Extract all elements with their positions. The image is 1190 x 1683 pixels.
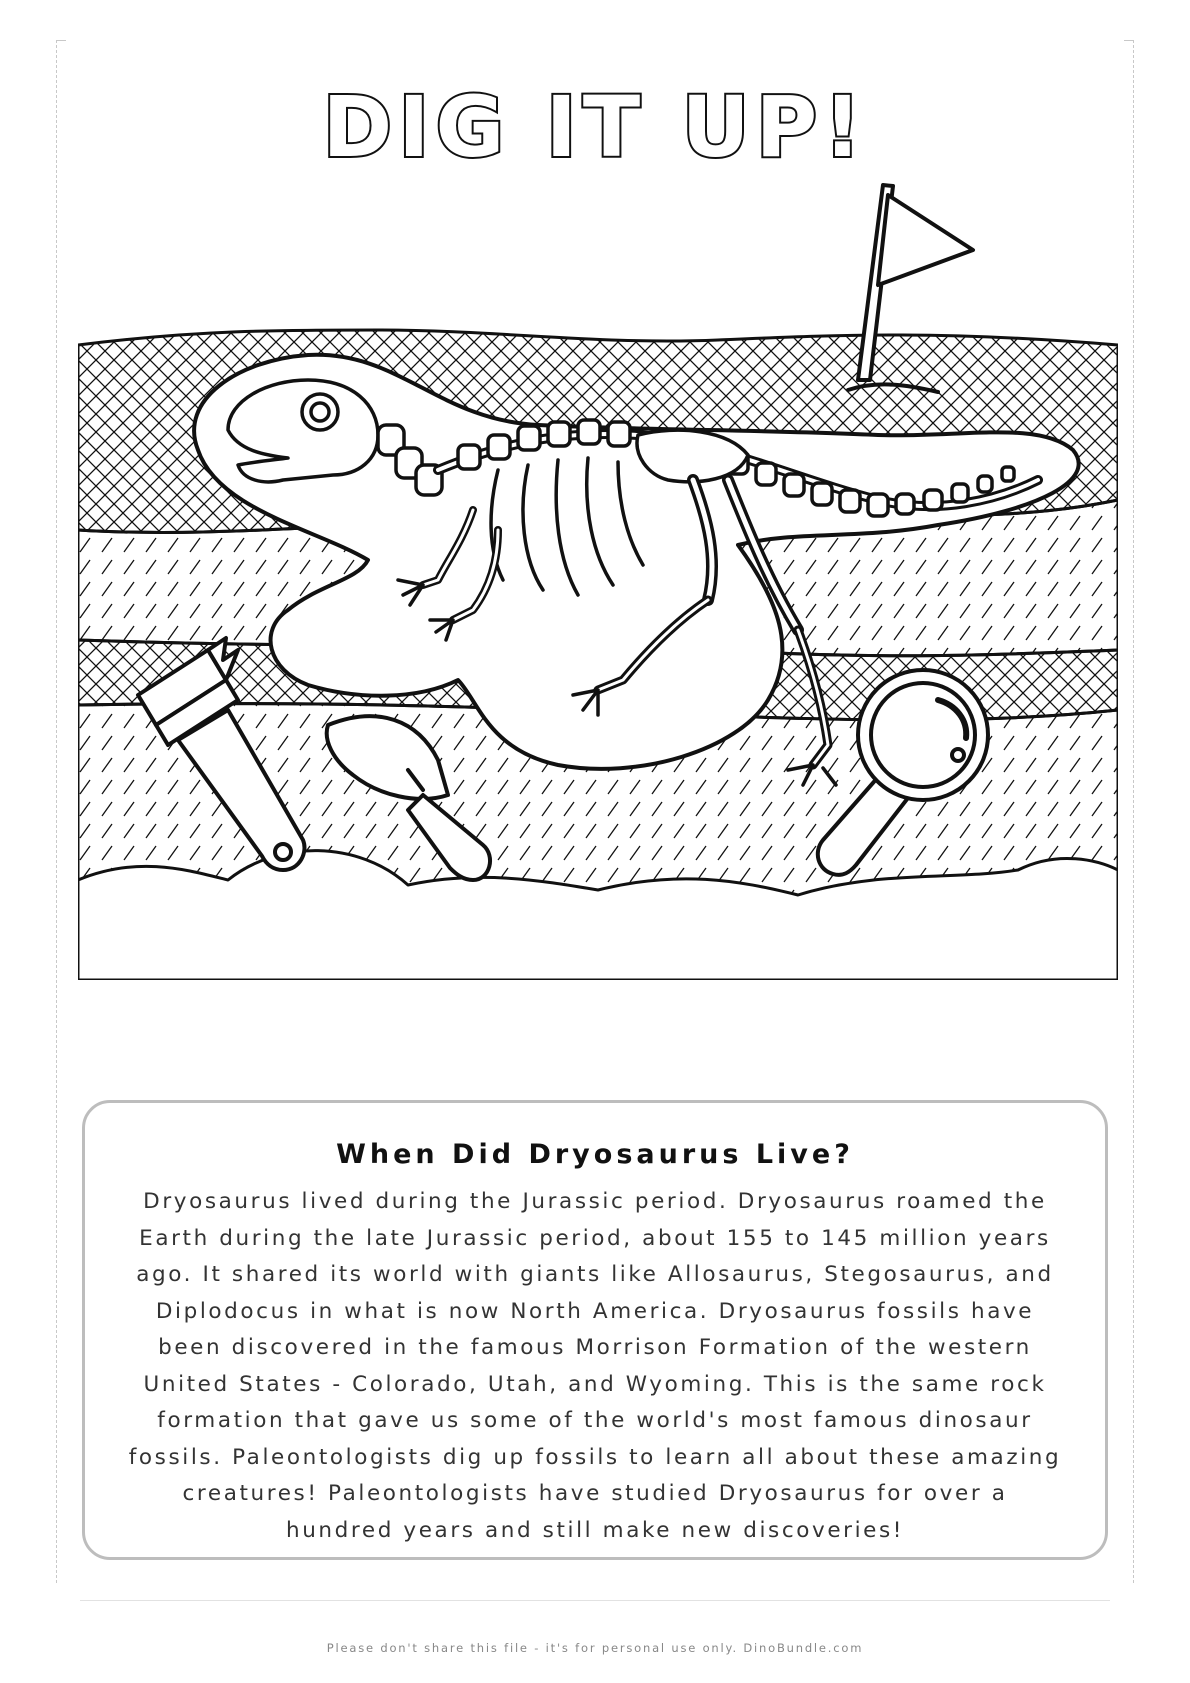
footer-divider (80, 1600, 1110, 1601)
info-body: Dryosaurus lived during the Jurassic period. Dryosaurus roamed the Earth during the late Jurassic period, about 155 to 145 million years ago. It shared its world with giants like Allosaurus, Stegosaurus, and Diplodocus in what is now North America. Dryosaurus fossils have been discovered in the famous Morrison Formation of the western United States - Colorado, Utah, and Wyoming. This is the same rock formation that gave us some of the world's most famous dinosaur fossils. Paleontologists dig up fossils to learn all about these amazing creatures! Paleontologists have studied Dryosaurus for over a hundred years and still make new discoveries! (128, 1189, 1062, 1543)
info-heading: When Did Dryosaurus Live? (336, 1139, 854, 1170)
cut-corner-left (56, 40, 66, 41)
cut-line-right (1133, 40, 1134, 1583)
footer-note: Please don't share this file - it's for personal use only. DinoBundle.com (326, 1641, 864, 1655)
dig-site-illustration (78, 180, 1118, 980)
info-box (82, 1100, 1108, 1560)
page-title: DIG IT UP! (322, 78, 868, 176)
cut-corner-right (1124, 40, 1134, 41)
cut-line-left (56, 40, 57, 1583)
